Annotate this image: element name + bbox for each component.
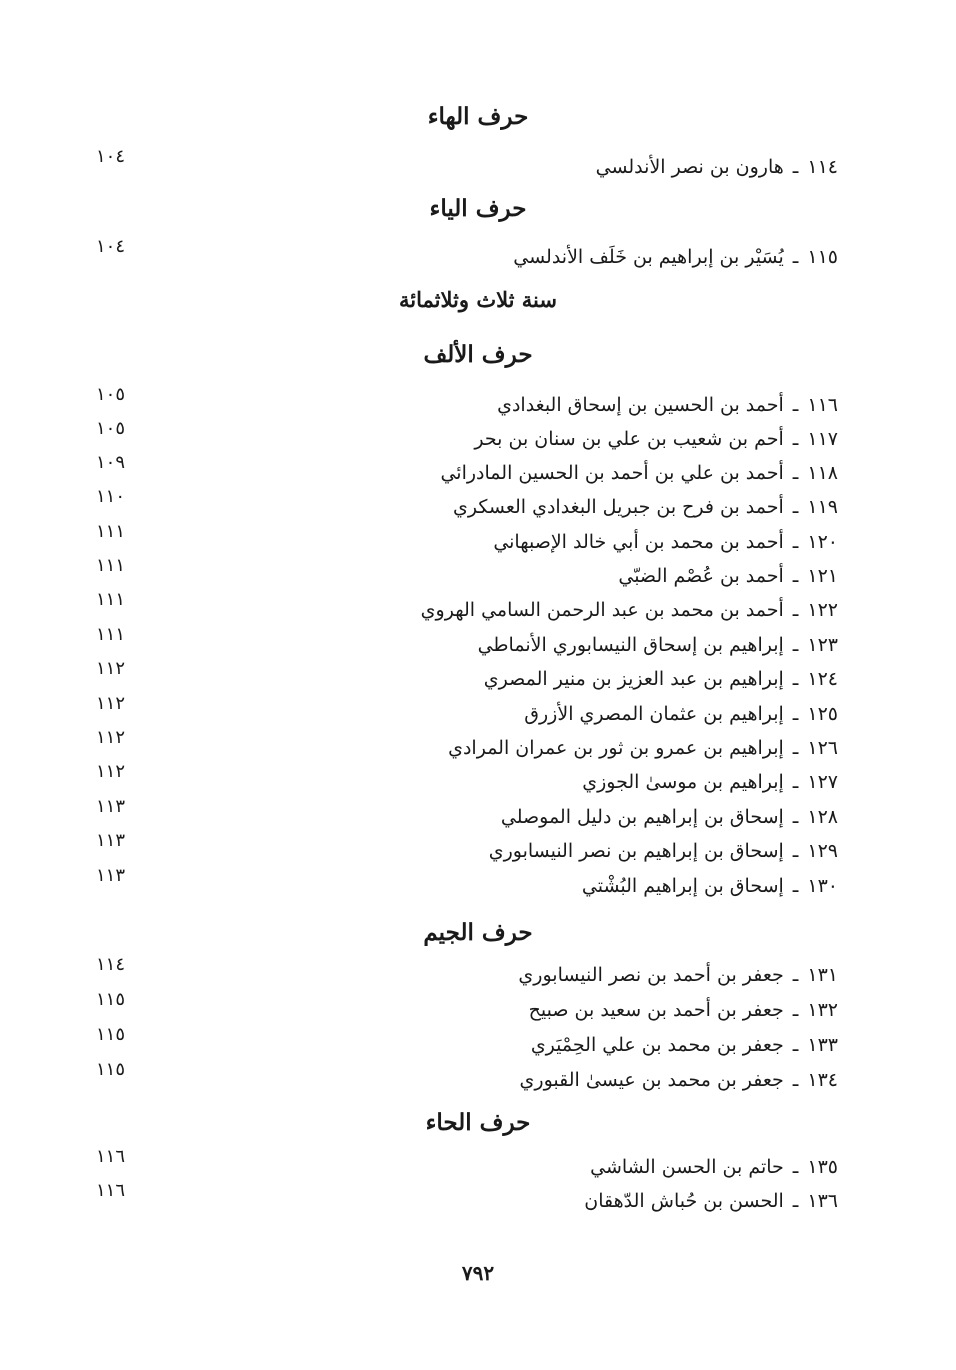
entry-separator: ـ bbox=[792, 840, 799, 862]
section-heading-ha: حرف الهاء bbox=[427, 103, 529, 130]
entry-number: ١٢٠ bbox=[807, 531, 838, 553]
entry-separator: ـ bbox=[792, 1034, 799, 1056]
entry-name: إسحاق بن إبراهيم بن دليل الموصلي bbox=[500, 806, 784, 828]
entry-number: ١١٨ bbox=[807, 462, 838, 484]
entry-number: ١١٤ bbox=[807, 156, 838, 178]
entry-name: إبراهيم بن عثمان المصري الأزرق bbox=[524, 703, 784, 725]
entry-separator: ـ bbox=[792, 1190, 799, 1212]
entry-name: إبراهيم بن موسىٰ الجوزي bbox=[582, 771, 784, 793]
entry-name: جعفر بن أحمد بن نصر النيسابوري bbox=[518, 964, 784, 986]
entry-name: جعفر بن محمد بن علي الحِمْيَري bbox=[530, 1034, 784, 1056]
entry-page-number: ١٠٤ bbox=[96, 236, 126, 257]
entry-number: ١٢٢ bbox=[807, 599, 838, 621]
entry-page-number: ١١٥ bbox=[96, 989, 126, 1010]
entry-page-number: ١١٣ bbox=[96, 865, 126, 886]
entry-title bbox=[513, 240, 838, 274]
entry-page-number: ١١٢ bbox=[96, 761, 126, 782]
entry-title bbox=[596, 150, 838, 184]
entry-name: أحمد بن علي بن أحمد بن الحسين المادرائي bbox=[440, 462, 784, 484]
entry-title bbox=[497, 388, 838, 422]
entry-title bbox=[421, 593, 838, 627]
entry-name: إبراهيم بن عمرو بن ثور بن عمران المرادي bbox=[448, 737, 784, 759]
section-heading-hha: حرف الحاء bbox=[425, 1109, 531, 1136]
section-heading-alif: حرف الألف bbox=[423, 341, 533, 368]
entry-separator: ـ bbox=[792, 1069, 799, 1091]
entry-name: إسحاق بن إبراهيم بن نصر النيسابوري bbox=[488, 840, 784, 862]
entry-title bbox=[582, 869, 838, 903]
entry-separator: ـ bbox=[792, 565, 799, 587]
entry-page-number: ١١٠ bbox=[96, 486, 126, 507]
entry-title bbox=[493, 525, 838, 559]
entry-number: ١١٩ bbox=[807, 496, 838, 518]
entry-page-number: ١١١ bbox=[96, 521, 126, 542]
entry-number: ١٢٩ bbox=[807, 840, 838, 862]
entry-page-number: ١١٥ bbox=[96, 1059, 126, 1080]
entry-number: ١٢٣ bbox=[807, 634, 838, 656]
entry-page-number: ١١١ bbox=[96, 589, 126, 610]
entry-page-number: ١١٦ bbox=[96, 1146, 126, 1167]
entry-separator: ـ bbox=[792, 771, 799, 793]
entry-number: ١٢٥ bbox=[807, 703, 838, 725]
entry-separator: ـ bbox=[792, 634, 799, 656]
entry-separator: ـ bbox=[792, 462, 799, 484]
entry-name: إبراهيم بن إسحاق النيسابوري الأنماطي bbox=[477, 634, 784, 656]
section-heading-ya: حرف الياء bbox=[429, 195, 527, 222]
entry-title bbox=[531, 1028, 838, 1062]
entry-number: ١٢٨ bbox=[807, 806, 838, 828]
entry-page-number: ١١٢ bbox=[96, 727, 126, 748]
section-heading-jim: حرف الجيم bbox=[423, 919, 533, 946]
entry-name: جعفر بن محمد بن عيسىٰ القبوري bbox=[519, 1069, 784, 1091]
entry-title bbox=[453, 490, 838, 524]
entry-number: ١٢٦ bbox=[807, 737, 838, 759]
entry-separator: ـ bbox=[792, 1156, 799, 1178]
entry-separator: ـ bbox=[792, 496, 799, 518]
entry-separator: ـ bbox=[792, 737, 799, 759]
entry-page-number: ١١٢ bbox=[96, 693, 126, 714]
entry-title bbox=[524, 697, 838, 731]
entry-page-number: ١١٢ bbox=[96, 658, 126, 679]
entry-number: ١٣٤ bbox=[807, 1069, 838, 1091]
entry-page-number: ١١٤ bbox=[96, 954, 126, 975]
entry-title bbox=[529, 993, 838, 1027]
entry-separator: ـ bbox=[792, 599, 799, 621]
entry-name: أحمد بن عُصْم الضبّي bbox=[618, 565, 784, 587]
entry-separator: ـ bbox=[792, 394, 799, 416]
entry-name: يُسَيْر بن إبراهيم بن خَلَف الأندلسي bbox=[513, 246, 784, 268]
entry-number: ١٢٤ bbox=[807, 668, 838, 690]
entry-number: ١١٧ bbox=[807, 428, 838, 450]
year-heading: سنة ثلاث وثلاثمائة bbox=[399, 287, 557, 312]
entry-name: أحمد بن فرح بن جبريل البغدادي العسكري bbox=[453, 496, 784, 518]
entry-name: إبراهيم بن عبد العزيز بن منير المصري bbox=[483, 668, 784, 690]
entry-page-number: ١٠٥ bbox=[96, 418, 126, 439]
entry-page-number: ١١١ bbox=[96, 555, 126, 576]
entry-number: ١٣٥ bbox=[807, 1156, 838, 1178]
entry-title bbox=[518, 958, 838, 992]
entry-page-number: ١١١ bbox=[96, 624, 126, 645]
entry-separator: ـ bbox=[792, 806, 799, 828]
entry-separator: ـ bbox=[792, 428, 799, 450]
entry-name: هارون بن نصر الأندلسي bbox=[595, 156, 784, 178]
entry-name: الحسن بن حُباش الدّهقان bbox=[584, 1190, 784, 1212]
entry-page-number: ١٠٥ bbox=[96, 384, 126, 405]
entry-title bbox=[484, 662, 838, 696]
entry-page-number: ١١٣ bbox=[96, 796, 126, 817]
entry-title bbox=[474, 422, 838, 456]
entry-number: ١٢١ bbox=[807, 565, 838, 587]
entry-title bbox=[489, 834, 838, 868]
entry-page-number: ١١٣ bbox=[96, 830, 126, 851]
entry-number: ١١٥ bbox=[807, 246, 838, 268]
entry-number: ١٣٣ bbox=[807, 1034, 838, 1056]
entry-separator: ـ bbox=[792, 668, 799, 690]
entry-title bbox=[584, 1184, 838, 1218]
entry-title bbox=[501, 800, 838, 834]
entry-title bbox=[440, 456, 838, 490]
entry-title bbox=[618, 559, 838, 593]
entry-number: ١٣٠ bbox=[807, 875, 838, 897]
entry-name: أحمد بن محمد بن أبي خالد الإصبهاني bbox=[493, 531, 784, 553]
entry-page-number: ١١٦ bbox=[96, 1180, 126, 1201]
entry-name: أحمد بن محمد بن عبد الرحمن السامي الهروي bbox=[420, 599, 784, 621]
entry-title bbox=[448, 731, 838, 765]
entry-name: أحم بن شعيب بن علي بن سنان بن بحر bbox=[474, 428, 784, 450]
entry-page-number: ١٠٤ bbox=[96, 146, 126, 167]
page-number: ٧٩٢ bbox=[461, 1261, 495, 1285]
entry-title bbox=[590, 1150, 838, 1184]
entry-separator: ـ bbox=[792, 246, 799, 268]
entry-separator: ـ bbox=[792, 531, 799, 553]
entry-number: ١٢٧ bbox=[807, 771, 838, 793]
entry-title bbox=[582, 765, 838, 799]
entry-number: ١٣٦ bbox=[807, 1190, 838, 1212]
entry-name: جعفر بن أحمد بن سعيد بن صبيح bbox=[528, 999, 784, 1021]
entry-name: إسحاق بن إبراهيم البُشْتي bbox=[581, 875, 784, 897]
entry-number: ١٣٢ bbox=[807, 999, 838, 1021]
entry-separator: ـ bbox=[792, 875, 799, 897]
entry-number: ١٣١ bbox=[807, 964, 838, 986]
entry-page-number: ١٠٩ bbox=[96, 452, 126, 473]
entry-number: ١١٦ bbox=[807, 394, 838, 416]
entry-separator: ـ bbox=[792, 156, 799, 178]
entry-title bbox=[478, 628, 838, 662]
entry-page-number: ١١٥ bbox=[96, 1024, 126, 1045]
entry-name: حاتم بن الحسن الشاشي bbox=[590, 1156, 784, 1178]
entry-separator: ـ bbox=[792, 999, 799, 1021]
entry-separator: ـ bbox=[792, 964, 799, 986]
entry-separator: ـ bbox=[792, 703, 799, 725]
entry-title bbox=[520, 1063, 838, 1097]
entry-name: أحمد بن الحسين بن إسحاق البغدادي bbox=[497, 394, 784, 416]
